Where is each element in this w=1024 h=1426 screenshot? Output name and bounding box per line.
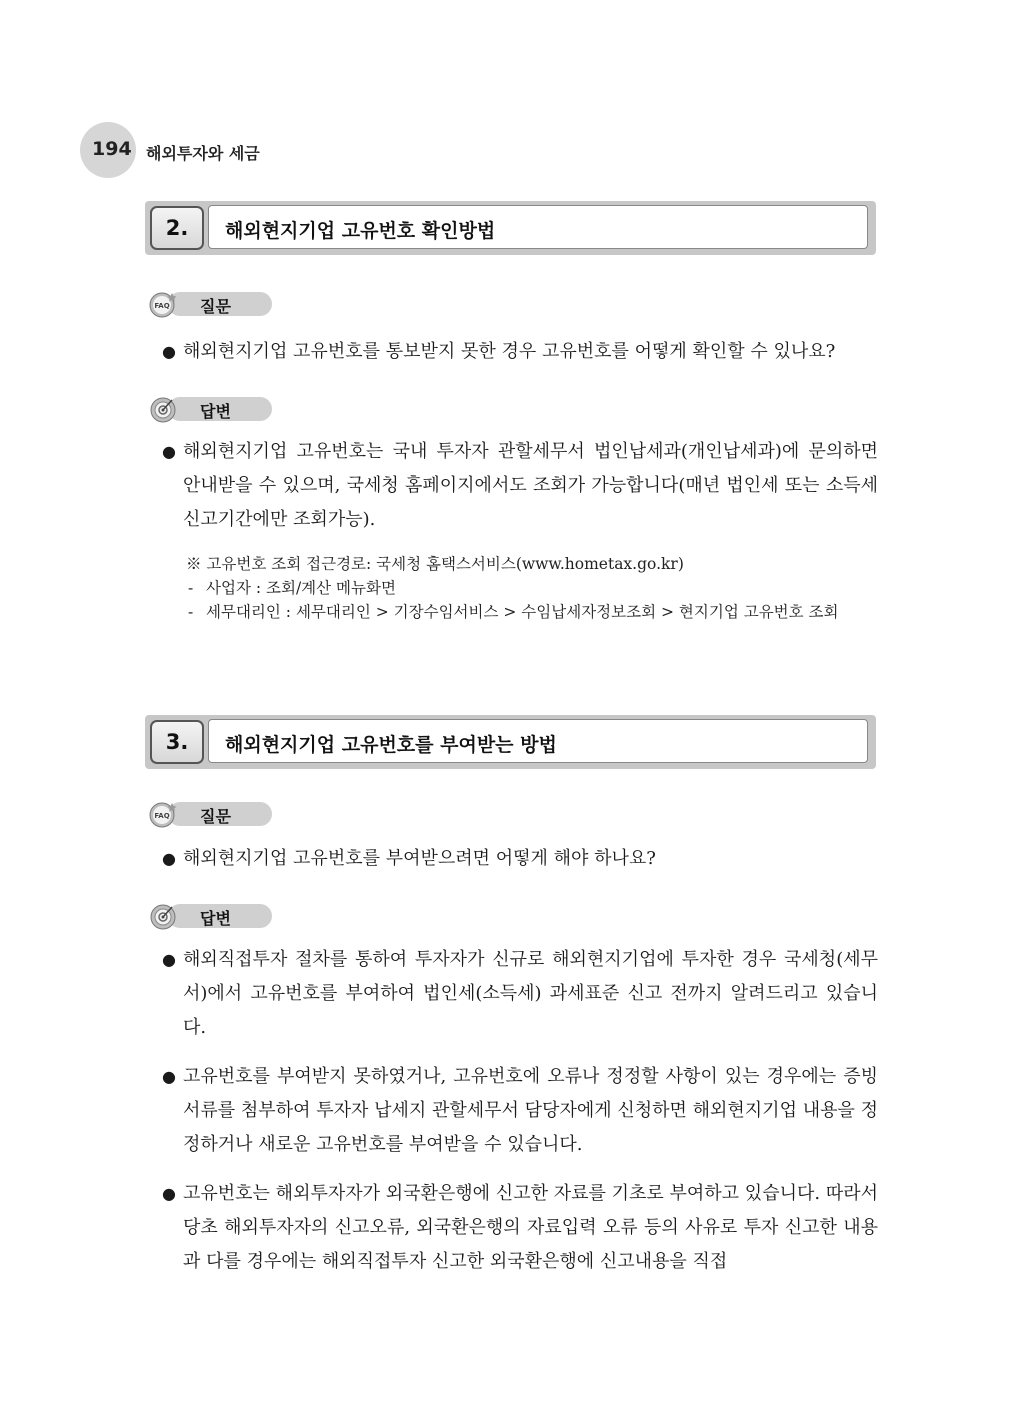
bullet: ● (162, 1067, 176, 1086)
section-2-question-label (148, 290, 274, 318)
section-2-number: 2. (150, 206, 204, 250)
note-item-text: 사업자 : 조회/계산 메뉴화면 (206, 579, 396, 597)
answer-label-text: 답변 (200, 909, 231, 928)
book-title: 해외투자와 세금 (146, 144, 260, 163)
bullet: ● (162, 342, 176, 361)
faq-icon (148, 800, 178, 828)
svg-text:FAQ: FAQ (154, 302, 170, 310)
page-number: 194 (92, 138, 132, 160)
question-text: 해외현지기업 고유번호를 통보받지 못한 경우 고유번호를 어떻게 확인할 수 있나요? (183, 341, 836, 362)
target-icon (148, 395, 178, 423)
target-icon (148, 902, 178, 930)
note-item: - 세무대리인 : 세무대리인 > 기장수임서비스 > 수임납세자정보조회 > 현지기업 고유번호 조회 (186, 600, 878, 624)
section-3-question-label (148, 800, 274, 828)
faq-icon (148, 290, 178, 318)
answer-text: 해외직접투자 절차를 통하여 투자자가 신규로 해외현지기업에 투자한 경우 국세청(세무서)에서 고유번호를 부여하여 법인세(소득세) 과세표준 신고 전까지 알려드리고 있습니다. (183, 949, 878, 1038)
answer-label-text: 답변 (200, 402, 231, 421)
answer-text: 고유번호는 해외투자자가 외국환은행에 신고한 자료를 기초로 부여하고 있습니다. 따라서 당초 해외투자자의 신고오류, 외국환은행의 자료입력 오류 등의 사유로 투자 신고한 내용과 다를 경우에는 해외직접투자 신고한 외국환은행에 신고내용을 직접 (183, 1183, 878, 1272)
question-text: 해외현지기업 고유번호를 부여받으려면 어떻게 해야 하나요? (183, 848, 656, 869)
section-3-title: 해외현지기업 고유번호를 부여받는 방법 (225, 734, 557, 756)
section-2-header (145, 201, 876, 255)
bullet: ● (162, 950, 176, 969)
section-3-answer-1 (162, 943, 878, 1045)
answer-text: 해외현지기업 고유번호는 국내 투자자 관할세무서 법인납세과(개인납세과)에 문의하면 안내받을 수 있으며, 국세청 홈페이지에서도 조회가 가능합니다(매년 법인세 또는 소득세 신고기간에만 조회가능). (183, 441, 878, 530)
section-3-question (162, 842, 878, 876)
section-3-answer-2 (162, 1060, 878, 1162)
answer-text: 고유번호를 부여받지 못하였거나, 고유번호에 오류나 정정할 사항이 있는 경우에는 증빙서류를 첨부하여 투자자 납세지 관할세무서 담당자에게 신청하면 해외현지기업 내용을 정정하거나 새로운 고유번호를 부여받을 수 있습니다. (183, 1066, 878, 1155)
section-3-number: 3. (150, 720, 204, 764)
question-label-text: 질문 (200, 297, 231, 316)
section-3-title-box (208, 719, 868, 763)
bullet: ● (162, 849, 176, 868)
section-2-title-box (208, 205, 868, 249)
lookup-path-note: ※ 고유번호 조회 접근경로: 국세청 홈택스서비스(www.hometax.go.kr) (186, 555, 684, 573)
bullet: ● (162, 1184, 176, 1203)
section-3-header (145, 715, 876, 769)
bullet: ● (162, 442, 176, 461)
note-item: - 사업자 : 조회/계산 메뉴화면 (186, 576, 878, 600)
note-item-text: 세무대리인 : 세무대리인 > 기장수임서비스 > 수임납세자정보조회 > 현지기업 고유번호 조회 (206, 603, 839, 621)
section-3-answer-3 (162, 1177, 878, 1279)
section-2-answer-label (148, 395, 274, 423)
svg-text:FAQ: FAQ (154, 812, 170, 820)
section-2-question (162, 335, 878, 369)
section-2-title: 해외현지기업 고유번호 확인방법 (225, 220, 496, 242)
section-2-answer (162, 435, 878, 537)
section-3-answer-label (148, 902, 274, 930)
question-label-text: 질문 (200, 807, 231, 826)
